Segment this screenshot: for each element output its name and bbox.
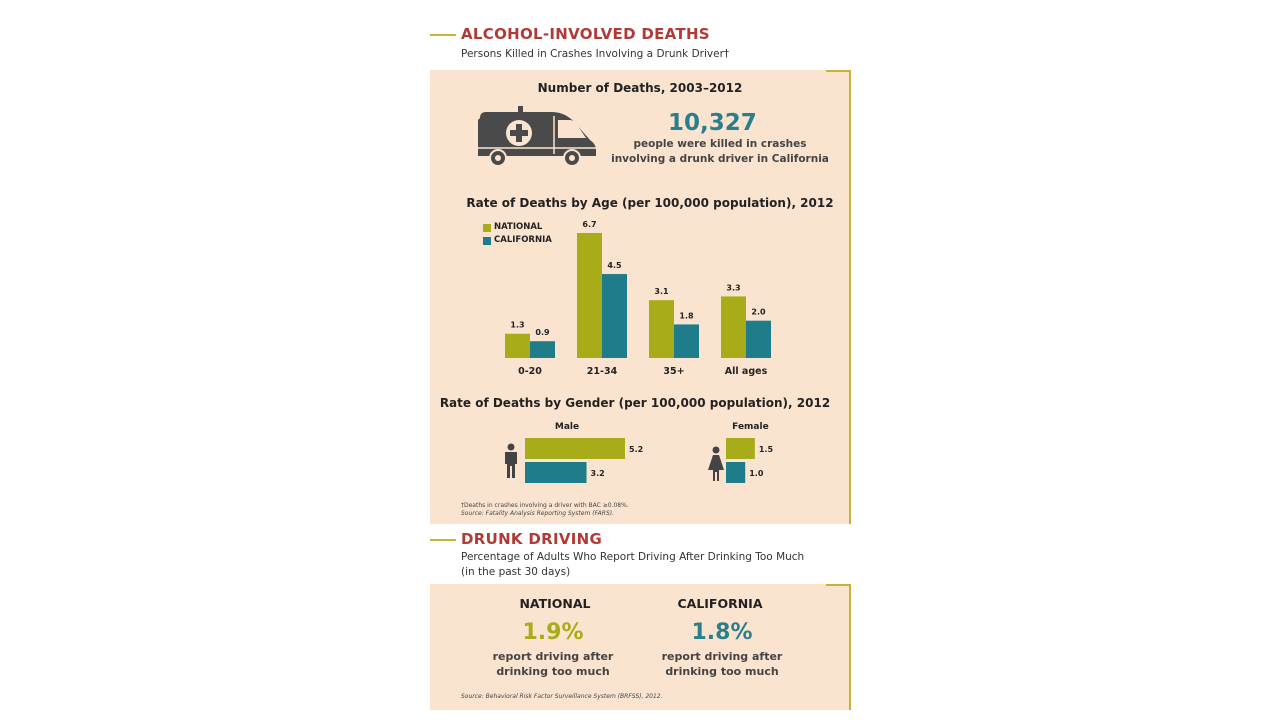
national-report-2: drinking too much	[496, 665, 610, 678]
bar-california-3	[746, 321, 771, 358]
california-report-2: drinking too much	[665, 665, 779, 678]
x-tick-label: 21-34	[586, 366, 618, 377]
section-rule	[430, 34, 456, 36]
x-tick-label: All ages	[724, 366, 768, 377]
age-chart-heading: Rate of Deaths by Age (per 100,000 population), 2012	[466, 196, 834, 210]
section2-subtitle-2: (in the past 30 days)	[461, 566, 571, 578]
legend-california-label: CALIFORNIA	[494, 235, 552, 245]
national-report-1: report driving after	[492, 650, 614, 663]
california-value: 1.8%	[691, 620, 753, 645]
x-tick-label: 0-20	[518, 366, 542, 377]
age-bar-chart	[430, 220, 850, 380]
bar-california-0	[530, 341, 555, 358]
hbar-california-female	[726, 462, 745, 483]
deaths-line-2: involving a drunk driver in California	[611, 153, 829, 165]
ambulance-icon	[474, 106, 600, 168]
gender-category-label: Female	[732, 422, 769, 432]
x-tick-label: 35+	[663, 366, 685, 377]
bar-national-2	[649, 300, 674, 358]
national-value: 1.9%	[522, 620, 584, 645]
section-subtitle: Persons Killed in Crashes Involving a Drunk Driver†	[461, 48, 730, 60]
section-rule-2	[430, 539, 456, 541]
gender-category-label: Male	[554, 422, 580, 432]
bar-value-label: 3.3	[726, 283, 741, 293]
hbar-value-label: 3.2	[590, 469, 605, 478]
bar-california-2	[674, 324, 699, 358]
california-heading: CALIFORNIA	[677, 596, 763, 611]
male-person-icon	[503, 443, 519, 479]
panel2-edge-top	[826, 584, 851, 586]
legend-national-label: NATIONAL	[494, 222, 543, 232]
section2-subtitle-1: Percentage of Adults Who Report Driving After Drinking Too Much	[461, 551, 805, 563]
bar-value-label: 2.0	[751, 307, 766, 317]
bar-value-label: 3.1	[654, 287, 669, 297]
national-heading: NATIONAL	[519, 596, 591, 611]
gender-bar-chart	[430, 415, 850, 490]
bar-california-1	[602, 274, 627, 358]
panel2-edge-right	[849, 584, 851, 710]
hbar-value-label: 1.0	[749, 469, 764, 478]
source-note-1: Source: Fatality Analysis Reporting System (FARS).	[461, 510, 614, 517]
section-title: ALCOHOL-INVOLVED DEATHS	[461, 25, 710, 43]
bar-value-label: 1.8	[679, 311, 694, 321]
hbar-california-male	[525, 462, 587, 483]
source-note-2: Source: Behavioral Risk Factor Surveillance System (BRFSS), 2012.	[461, 693, 663, 700]
hbar-national-male	[525, 438, 625, 459]
hbar-value-label: 1.5	[758, 445, 774, 454]
hbar-value-label: 5.2	[629, 445, 644, 454]
bar-national-3	[721, 296, 746, 358]
bar-national-0	[505, 334, 530, 358]
section2-title: DRUNK DRIVING	[461, 530, 603, 548]
bar-value-label: 4.5	[607, 261, 622, 271]
california-report-1: report driving after	[661, 650, 783, 663]
deaths-count: 10,327	[668, 110, 757, 136]
deaths-heading: Number of Deaths, 2003–2012	[537, 81, 743, 95]
bar-value-label: 0.9	[535, 328, 550, 338]
hbar-national-female	[726, 438, 755, 459]
bar-national-1	[577, 233, 602, 358]
deaths-line-1: people were killed in crashes	[633, 138, 807, 150]
footnote: †Deaths in crashes involving a driver with BAC ≥0.08%.	[461, 502, 629, 509]
panel-edge-top	[826, 70, 851, 72]
bar-value-label: 1.3	[510, 320, 525, 330]
gender-chart-heading: Rate of Deaths by Gender (per 100,000 population), 2012	[439, 396, 831, 410]
female-person-icon	[707, 446, 725, 482]
bar-value-label: 6.7	[582, 220, 597, 229]
